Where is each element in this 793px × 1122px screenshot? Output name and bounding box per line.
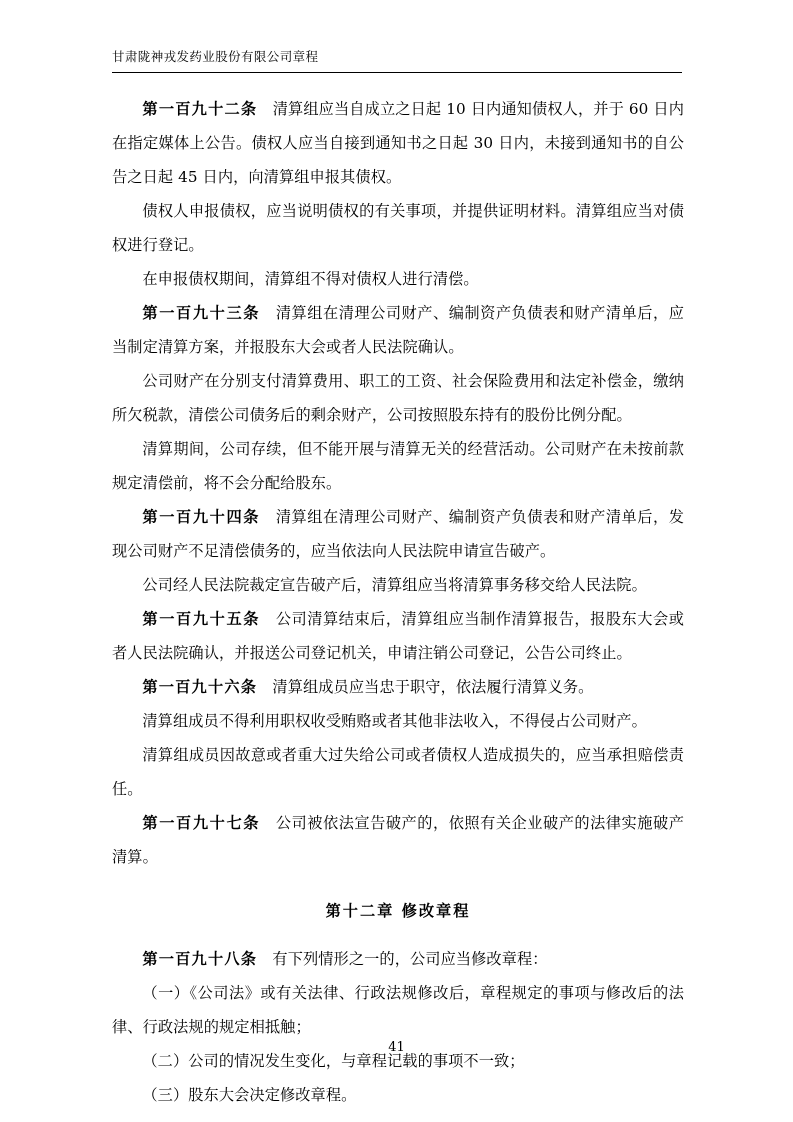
- article-label: 第一百九十八条: [142, 950, 258, 968]
- paragraph-193-3: [112, 432, 684, 500]
- paragraph-text: 清算组成员应当忠于职守，依法履行清算义务。: [272, 678, 594, 696]
- paragraph-article-198: [112, 942, 684, 976]
- paragraph-text: 有下列情形之一的，公司应当修改章程：: [272, 950, 548, 968]
- article-label: 第一百九十五条: [142, 610, 261, 628]
- paragraph-194-2: [112, 568, 684, 602]
- paragraph-text: 清算组成员不得利用职权收受贿赂或者其他非法收入，不得侵占公司财产。: [142, 712, 647, 730]
- page-header: [112, 48, 682, 66]
- section-spacer: [112, 874, 684, 880]
- paragraph-196-3: [112, 738, 684, 806]
- paragraph-text: （二）公司的情况发生变化，与章程记载的事项不一致；: [142, 1052, 525, 1070]
- page-number: 41: [388, 1040, 405, 1055]
- paragraph-text: 公司被依法宣告破产的，依照有关企业破产的法律实施破产清算。: [112, 814, 684, 866]
- document-body: [112, 92, 684, 1112]
- article-label: 第一百九十七条: [142, 814, 261, 832]
- paragraph-text: 在申报债权期间，清算组不得对债权人进行清偿。: [142, 270, 479, 288]
- paragraph-192-3: [112, 262, 684, 296]
- paragraph-text: （一）《公司法》或有关法律、行政法规修改后，章程规定的事项与修改后的法律、行政法规的规定相抵触；: [112, 984, 684, 1036]
- article-label: 第一百九十三条: [142, 304, 261, 322]
- header-title: 甘肃陇神戎发药业股份有限公司章程: [112, 49, 319, 64]
- paragraph-article-197: [112, 806, 684, 874]
- paragraph-text: 债权人申报债权，应当说明债权的有关事项，并提供证明材料。清算组应当对债权进行登记。: [112, 202, 684, 254]
- paragraph-text: 清算期间，公司存续，但不能开展与清算无关的经营活动。公司财产在未按前款规定清偿前，将不会分配给股东。: [112, 440, 684, 492]
- paragraph-article-196: [112, 670, 684, 704]
- article-label: 第一百九十六条: [142, 678, 258, 696]
- header-divider: [112, 72, 682, 73]
- paragraph-196-2: [112, 704, 684, 738]
- paragraph-text: 公司清算结束后，清算组应当制作清算报告，报股东大会或者人民法院确认，并报送公司登记机关，申请注销公司登记，公告公司终止。: [112, 610, 684, 662]
- paragraph-article-192: [112, 92, 684, 194]
- paragraph-192-2: [112, 194, 684, 262]
- paragraph-text: 清算组成员因故意或者重大过失给公司或者债权人造成损失的，应当承担赔偿责任。: [112, 746, 684, 798]
- list-item-3: [112, 1078, 684, 1112]
- paragraph-article-193: [112, 296, 684, 364]
- paragraph-text: 公司财产在分别支付清算费用、职工的工资、社会保险费用和法定补偿金，缴纳所欠税款，清偿公司债务后的剩余财产，公司按照股东持有的股份比例分配。: [112, 372, 684, 424]
- paragraph-193-2: [112, 364, 684, 432]
- article-label: 第一百九十四条: [142, 508, 261, 526]
- paragraph-text: 清算组应当自成立之日起 10 日内通知债权人，并于 60 日内在指定媒体上公告。债权人应当自接到通知书之日起 30 日内，未接到通知书的自公告之日起 45 日内，向清算组申报其债权。: [112, 100, 684, 186]
- chapter-heading: 第十二章 修改章程: [325, 902, 471, 920]
- paragraph-text: 清算组在清理公司财产、编制资产负债表和财产清单后，应当制定清算方案，并报股东大会或者人民法院确认。: [112, 304, 684, 356]
- list-item-1: [112, 976, 684, 1044]
- paragraph-text: 公司经人民法院裁定宣告破产后，清算组应当将清算事务移交给人民法院。: [142, 576, 647, 594]
- paragraph-article-195: [112, 602, 684, 670]
- paragraph-text: 清算组在清理公司财产、编制资产负债表和财产清单后，发现公司财产不足清偿债务的，应当依法向人民法院申请宣告破产。: [112, 508, 684, 560]
- article-label: 第一百九十二条: [142, 100, 258, 118]
- paragraph-text: （三）股东大会决定修改章程。: [142, 1086, 357, 1104]
- paragraph-article-194: [112, 500, 684, 568]
